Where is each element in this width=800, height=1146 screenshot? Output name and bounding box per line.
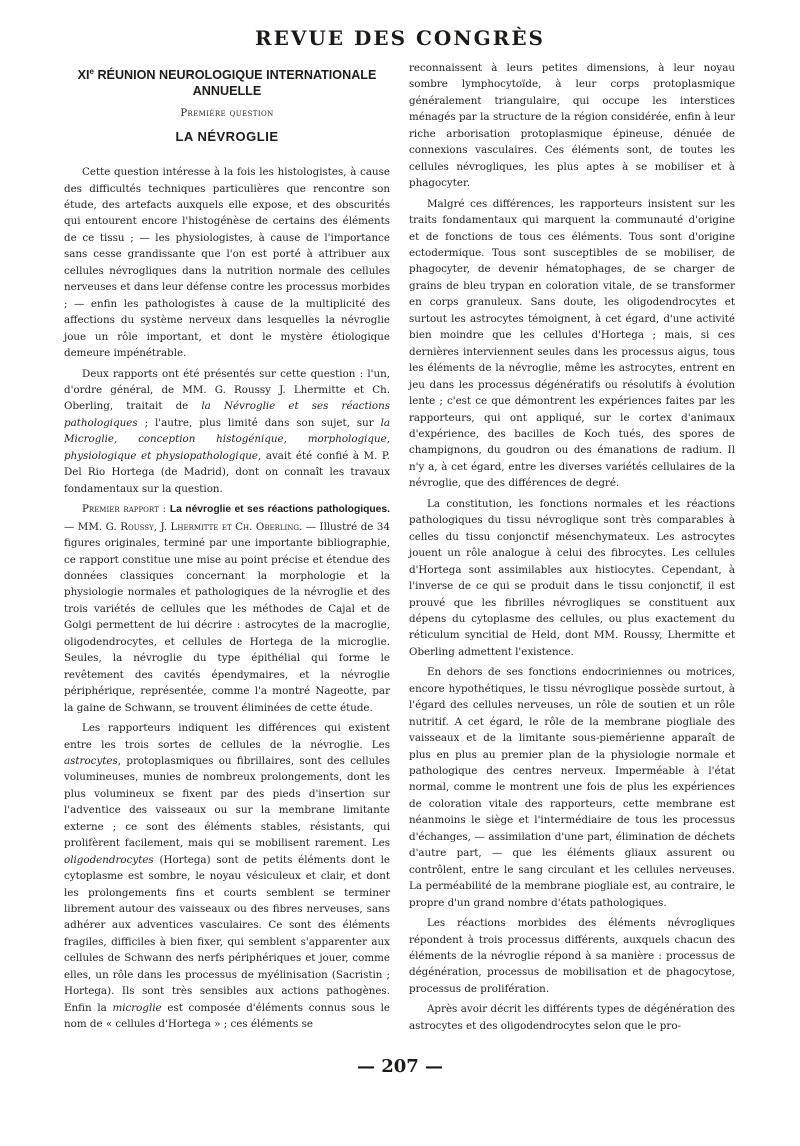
section-title-roman: XI	[77, 68, 90, 83]
section-title	[64, 64, 390, 99]
paragraph-hortega-cells: reconnaissent à leurs petites dimensions, à leur noyau sombre lymphocytoïde, à leur corps protoplasmique généralement triangulaire, qui occupe les interstices ménagés par la structure de la région considérée, enfin à leur riche arborisation protoplasmique épineuse, dénuée de connexions vasculaires. Ces éléments sont, de toutes les cellules névrogliques, les plus aptes à se mobiliser et à phagocyter.	[409, 62, 735, 190]
section-title-rest: RÉUNION NEUROLOGIQUE INTERNATIONALE ANNUELLE	[97, 68, 377, 98]
left-column	[64, 60, 390, 1037]
paragraph-intro: Cette question intéresse à la fois les histologistes, à cause des difficultés techniques particulières que rencontre son étude, des artefacts auxquels elle expose, et des obscurités qui entourent encore l'histogénèse de certains des éléments de ce tissu ; — les physiologistes, à cause de l'importance sans cesse grandissante que l'on est porté à attribuer aux cellules névrogliques dans la nutrition normale des cellules nerveuses et dans leur défense contre les processus morbides ; — enfin les pathologistes à cause de la multiplicité des affections du système nerveux dans lesquelles la névroglie joue un rôle important, et dont le mystère étiologique demeure impénétrable.	[64, 166, 390, 360]
question-label: Première question	[180, 108, 274, 120]
paragraph-constitution: La constitution, les fonctions normales et les réactions pathologiques du tissu névroglique sont très comparables à celles du tissu conjonctif mésenchymateux. Les astrocytes jouent un rôle analogue à celui des fibrocytes. Les cellules d'Hortega sont assimilables aux histiocytes. Cependant, à l'inverse de ce qui se produit dans le tissu conjonctif, il est prouvé que les fibrilles névrogliques se constituent aux dépens du cytoplasme des cellules, ou plus exactement du réticulum syncitial de Held, dont MM. Roussy, Lhermitte et Oberling admettent l'existence.	[409, 497, 735, 658]
reports-text-b: ; l'autre, plus limité dans son sujet, sur	[137, 416, 381, 429]
cell-types-text-b: , protoplasmiques ou fibrillaires, sont des cellules volumineuses, munies de nombreux prolongements, dont les plus volumineux se fixent par des pieds d'insertion sur l'adventice des vaisseaux ou sur la membrane limitante externe ; ce sont des éléments stables, résistants, qui prolifèrent facilement, mais qui se mobilisent rarement. Les	[64, 754, 390, 850]
first-report-title: La névroglie et ses réactions pathologiques.	[169, 504, 391, 516]
term-oligodendrocytes: oligodendrocytes	[64, 853, 154, 866]
first-report-body: — Illustré de 34 figures originales, terminé par une importante bibliographie, ce rapport constitue une mise au point précise et étendue des données classiques concernant la morphologie et la physiologie normales et pathologiques de la névroglie et des trois variétés de cellules que les méthodes de Cajal et de Golgi permettent de lui décrire : astrocytes de la macroglie, oligodendrocytes, et cellules de Hortega de la microglie. Seules, la névroglie du type épithélial qui forme le revêtement des cavités épendymaires, et la névroglie périphérique, représentée, comme l'a montré Nageotte, par la gaine de Schwann, se trouvent éliminées de cette étude.	[64, 520, 390, 714]
reports-text-a: Deux rapports ont été présentés sur cette question : l'un, d'ordre général, de MM. G. Roussy J. Lhermitte et Ch. Oberling, traitait de	[64, 367, 390, 413]
section-title-sup: e	[89, 67, 94, 76]
report-one-title: la Névroglie et ses réactions pathologiques	[64, 400, 390, 429]
page-number: — 207 —	[356, 1056, 444, 1077]
term-microglie: microglie	[112, 1001, 162, 1014]
paragraph-first-report	[64, 501, 390, 716]
paragraph-functions: En dehors de ses fonctions endocriniennes ou motrices, encore hypothétiques, le tissu névroglique possède surtout, à l'égard des cellules nerveuses, un rôle de soutien et un rôle nutritif. A cet égard, le rôle de la membrane piogliale des vaisseaux et de la limitante sous-piemérienne apparaît de plus en plus au premier plan de la physiologie normale et pathologique des centres nerveux. Imperméable à l'état normal, comme le montrent une fois de plus les expériences de coloration vitale des rapporteurs, cette membrane est néanmoins le siège et l'intermédiaire de tous les processus d'échanges, — assimilation d'une part, élimination de déchets d'autre part, — que les éléments gliaux assurent ou contrôlent, entre le sang circulant et les cellules nerveuses. La perméabilité de la membrane piogliale est, au contraire, le propre d'un grand nombre d'états pathologiques.	[409, 666, 735, 909]
paragraph-reactions: Les réactions morbides des éléments névrogliques répondent à trois processus différents, auxquels chacun des éléments de la névroglie répond à sa manière : processus de dégénération, processus de mobilisation et de phagocytose, processus de prolifération.	[409, 917, 735, 995]
first-report-authors: — MM. G. Roussy, J. Lhermitte et Ch. Oberling.	[64, 520, 303, 533]
running-head: REVUE DES CONGRÈS	[254, 26, 546, 50]
cell-types-text-c: (Hortega) sont de petits éléments dont le cytoplasme est sombre, le noyau vésiculeux et clair, et dont les prolongements fins et courts semblent se terminer librement autour des vaisseaux ou des fibres nerveuses, sans adhérer aux adventices vasculaires. Ce sont des éléments fragiles, difficiles à bien fixer, qui semblent s'apparenter aux cellules de Schwann des nerfs périphériques et jouer, comme elles, un rôle dans les processus de myélinisation (Sacristin ; Hortega). Ils sont très sensibles aux actions pathogènes. Enfin la	[64, 853, 390, 1014]
reports-text-c: , avait été confié à M. P. Del Rio Hortega (de Madrid), dont on connaît les travaux fondamentaux sur la question.	[64, 449, 390, 495]
paragraph-reports	[64, 366, 390, 498]
topic-title: LA NÉVROGLIE	[175, 128, 279, 144]
first-report-label: Premier rapport :	[82, 503, 167, 516]
term-astrocytes: astrocytes	[64, 754, 118, 767]
paragraph-degeneration: Après avoir décrit les différents types de dégénération des astrocytes et des oligodendrocytes selon que le pro-	[409, 1003, 735, 1032]
paragraph-common-origin: Malgré ces différences, les rapporteurs insistent sur les traits fondamentaux qui marquent la communauté d'origine et de fonctions de tous ces éléments. Tous sont d'origine ectodermique. Tous sont susceptibles de se mobiliser, de phagocyter, de devenir hématophages, de se charger de grains de bleu trypan en coloration vitale, de se transformer en corps granuleux. Sans doute, les oligodendrocytes et surtout les astrocytes témoignent, à cet égard, d'une activité bien moindre que les cellules d'Hortega ; mais, si ces dernières interviennent seules dans les processus aigus, tous les éléments de la névroglie, même les astrocytes, entrent en jeu dans les processus dégénératifs ou résolutifs à évolution lente ; c'est ce que démontrent les expériences faites par les rapporteurs, qui ont appliqué, sur le cortex d'animaux d'expérience, des bacilles de Koch tués, des spores de champignons, du goudron ou des émanations de radium. Il n'y a, à cet égard, entre les diverses variétés cellulaires de la névroglie, que des différences de degré.	[409, 197, 735, 490]
report-two-title: la Microglie, conception histogénique, morphologique, physiologique et physiopathologique	[64, 416, 390, 462]
cell-types-text-d: est composée d'éléments connus sous le nom de « cellules d'Hortega » ; ces éléments se	[64, 1001, 390, 1031]
cell-types-text-a: Les rapporteurs indiquent les différences qui existent entre les trois sortes de cellules de la névroglie. Les	[64, 722, 390, 751]
paragraph-cell-types	[64, 720, 390, 1033]
right-column	[409, 60, 735, 1038]
